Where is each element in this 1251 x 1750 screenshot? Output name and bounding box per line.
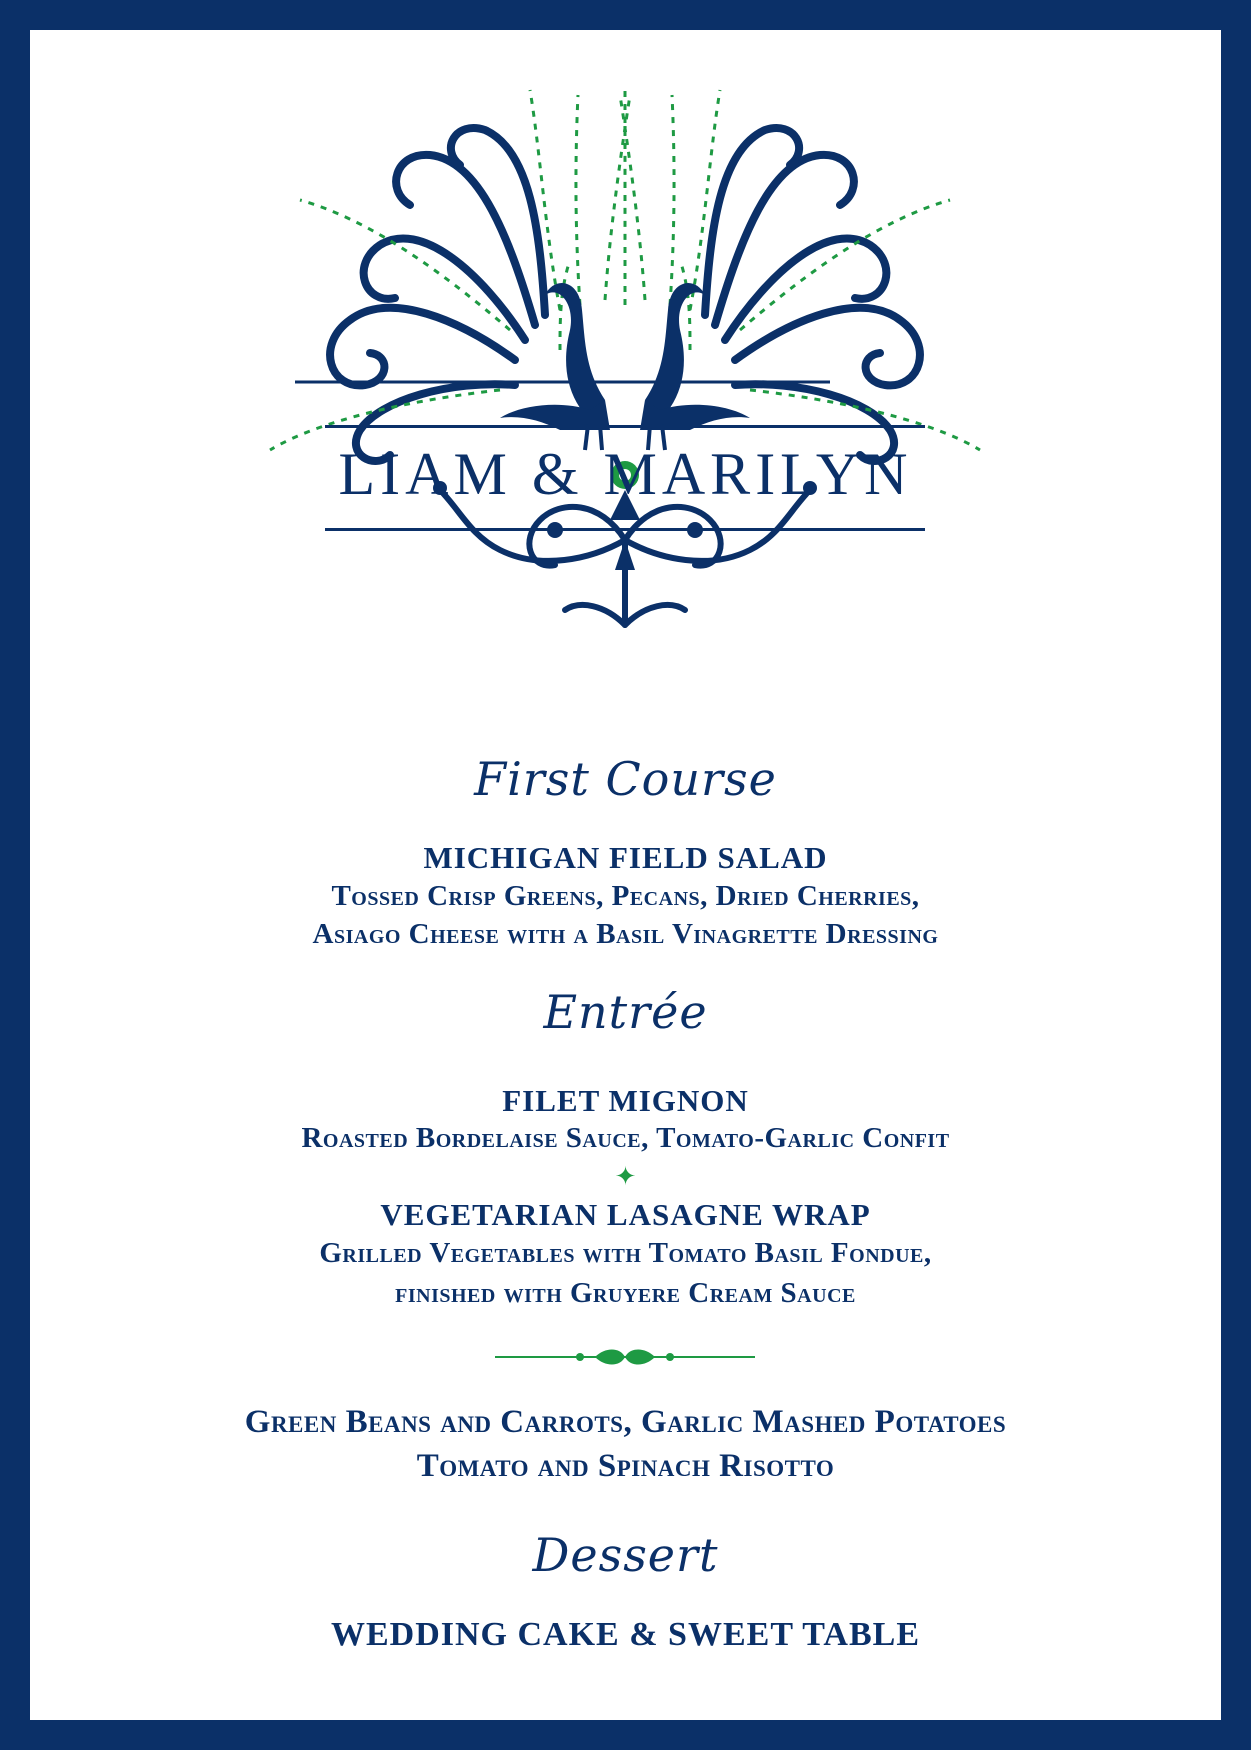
diamond-star-icon: ✦ — [614, 1162, 637, 1191]
dessert-dish: WEDDING CAKE & SWEET TABLE — [330, 1616, 921, 1653]
first-course-desc-line2: Asiago Cheese with a Basil Vinagrette Dressing — [312, 918, 939, 950]
couple-names: LIAM & MARILYN — [338, 441, 913, 507]
entree-option2-dish: VEGETARIAN LASAGNE WRAP — [380, 1197, 871, 1232]
flourish-divider-icon — [495, 1345, 755, 1369]
first-course-heading: First Course — [474, 752, 777, 806]
dessert-heading: Dessert — [532, 1528, 719, 1582]
entree-option2-desc-line2: finished with Gruyere Cream Sauce — [395, 1277, 856, 1309]
name-rule-top — [325, 425, 925, 428]
sides-line1: Green Beans and Carrots, Garlic Mashed Potatoes — [244, 1404, 1007, 1440]
first-course-desc-line1: Tossed Crisp Greens, Pecans, Dried Cherries, — [331, 880, 920, 912]
peacock-crest-icon — [260, 70, 990, 710]
entree-option1-desc: Roasted Bordelaise Sauce, Tomato-Garlic Confit — [301, 1122, 950, 1154]
entree-option2-desc-line1: Grilled Vegetables with Tomato Basil Fondue, — [319, 1237, 932, 1269]
first-course-dish: MICHIGAN FIELD SALAD — [423, 840, 828, 875]
entree-heading: Entrée — [543, 985, 708, 1039]
entree-option1-dish: FILET MIGNON — [502, 1083, 749, 1118]
sides-line2: Tomato and Spinach Risotto — [416, 1448, 835, 1484]
name-rule-bottom — [325, 528, 925, 531]
